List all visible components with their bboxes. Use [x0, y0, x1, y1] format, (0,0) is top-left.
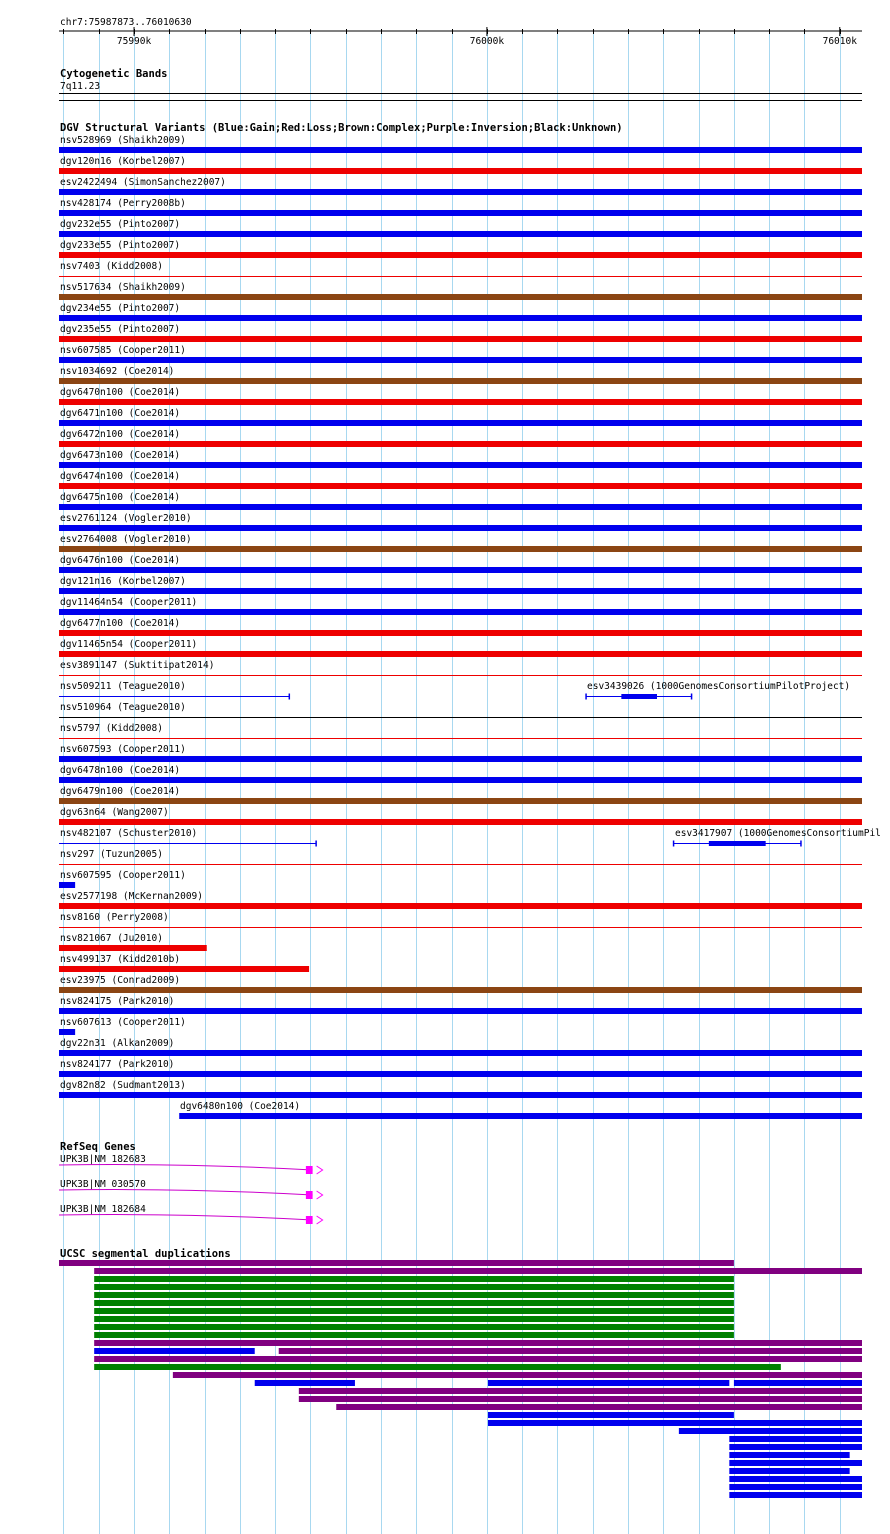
- refseq-track[interactable]: [59, 1141, 323, 1224]
- refseq-track-title: RefSeq Genes: [60, 1141, 136, 1153]
- dgv-track[interactable]: [59, 122, 881, 1119]
- segdup-track[interactable]: [59, 1248, 862, 1498]
- dgv-variant-label: dgv6477n100 (Coe2014): [60, 618, 181, 629]
- dgv-variant-label: dgv6473n100 (Coe2014): [60, 450, 181, 461]
- dgv-variant-core[interactable]: [621, 694, 657, 699]
- dgv-variant-label: esv2761124 (Vogler2010): [60, 513, 192, 524]
- dgv-variant-bar[interactable]: [59, 378, 862, 384]
- dgv-track-title: DGV Structural Variants (Blue:Gain;Red:Loss;Brown:Complex;Purple:Inversion;Black:Unknown): [60, 122, 623, 134]
- dgv-variant-bar[interactable]: [59, 168, 862, 174]
- dgv-variant-bar[interactable]: [59, 609, 862, 615]
- gene-strand-arrow: [317, 1216, 323, 1224]
- dgv-variant-label: esv2764008 (Vogler2010): [60, 534, 192, 545]
- segdup-feature[interactable]: [729, 1484, 862, 1490]
- dgv-variant-bar[interactable]: [59, 756, 862, 762]
- dgv-variant-bar[interactable]: [59, 525, 862, 531]
- dgv-variant-bar[interactable]: [59, 231, 862, 237]
- dgv-variant-bar[interactable]: [59, 882, 75, 888]
- dgv-variant-label: dgv6472n100 (Coe2014): [60, 429, 181, 440]
- ruler-ticks: [64, 27, 858, 47]
- gene-exon[interactable]: [306, 1166, 313, 1174]
- segdup-feature[interactable]: [679, 1428, 862, 1434]
- dgv-variant-bar[interactable]: [59, 210, 862, 216]
- dgv-variant-label: dgv233e55 (Pinto2007): [60, 240, 181, 251]
- segdup-feature[interactable]: [94, 1292, 734, 1298]
- dgv-variant-label: nsv607585 (Cooper2011): [60, 345, 186, 356]
- gene-intron-line: [59, 1190, 313, 1195]
- dgv-variant-label: dgv11464n54 (Cooper2011): [60, 597, 198, 608]
- segdup-feature[interactable]: [299, 1388, 862, 1394]
- dgv-variant-label: nsv607593 (Cooper2011): [60, 744, 186, 755]
- dgv-variant-label: esv3417907 (1000GenomesConsortiumPil: [675, 828, 881, 839]
- dgv-variant-bar[interactable]: [59, 630, 862, 636]
- dgv-variant-bar[interactable]: [59, 294, 862, 300]
- dgv-variant-bar[interactable]: [59, 777, 862, 783]
- dgv-features: [59, 135, 881, 1119]
- cytoband-track[interactable]: [59, 68, 862, 101]
- dgv-variant-label: nsv509211 (Teague2010): [60, 681, 186, 692]
- segdup-feature[interactable]: [729, 1452, 849, 1458]
- gene-label: UPK3B|NM_182683: [60, 1154, 146, 1165]
- dgv-variant-label: nsv824175 (Park2010): [60, 996, 175, 1007]
- dgv-variant-label: dgv6478n100 (Coe2014): [60, 765, 181, 776]
- gene-intron-line: [59, 1215, 313, 1220]
- segdup-feature[interactable]: [94, 1332, 734, 1338]
- dgv-variant-label: nsv8160 (Perry2008): [60, 912, 169, 923]
- dgv-variant-bar[interactable]: [59, 462, 862, 468]
- segdup-track-title: UCSC segmental duplications: [60, 1248, 231, 1260]
- dgv-variant-label: esv3891147 (Suktitipat2014): [60, 660, 215, 671]
- dgv-variant-label: nsv517634 (Shaikh2009): [60, 282, 186, 293]
- dgv-variant-label: dgv63n64 (Wang2007): [60, 807, 169, 818]
- segdup-feature[interactable]: [734, 1380, 862, 1386]
- dgv-variant-label: dgv6476n100 (Coe2014): [60, 555, 181, 566]
- gene-intron-line: [59, 1165, 313, 1170]
- segdup-feature[interactable]: [94, 1308, 734, 1314]
- dgv-variant-label: dgv235e55 (Pinto2007): [60, 324, 181, 335]
- dgv-variant-core[interactable]: [709, 841, 766, 846]
- dgv-variant-bar[interactable]: [59, 189, 862, 195]
- segdup-feature[interactable]: [729, 1460, 862, 1466]
- dgv-variant-bar[interactable]: [59, 147, 862, 153]
- dgv-variant-bar[interactable]: [59, 1071, 862, 1077]
- dgv-variant-bar[interactable]: [59, 987, 862, 993]
- segdup-feature[interactable]: [94, 1348, 255, 1354]
- dgv-variant-bar[interactable]: [59, 315, 862, 321]
- segdup-feature[interactable]: [729, 1492, 862, 1498]
- dgv-variant-label: dgv6470n100 (Coe2014): [60, 387, 181, 398]
- dgv-variant-bar[interactable]: [59, 336, 862, 342]
- dgv-variant-bar[interactable]: [59, 1092, 862, 1098]
- dgv-variant-label: nsv1034692 (Coe2014): [60, 366, 175, 377]
- dgv-variant-bar[interactable]: [179, 1113, 862, 1119]
- dgv-variant-label: nsv607613 (Cooper2011): [60, 1017, 186, 1028]
- segdup-feature[interactable]: [94, 1356, 862, 1362]
- segdup-feature[interactable]: [94, 1364, 781, 1370]
- dgv-variant-bar[interactable]: [59, 504, 862, 510]
- gene-label: UPK3B|NM_030570: [60, 1179, 146, 1190]
- segdup-feature[interactable]: [488, 1412, 734, 1418]
- dgv-variant-bar[interactable]: [59, 588, 862, 594]
- dgv-variant-label: nsv824177 (Park2010): [60, 1059, 175, 1070]
- position-label: chr7:75987873..76010630: [60, 17, 192, 28]
- dgv-variant-label: nsv7403 (Kidd2008): [60, 261, 163, 272]
- dgv-variant-label: esv3439026 (1000GenomesConsortiumPilotProject): [587, 681, 851, 692]
- cytoband-track-title: Cytogenetic Bands: [60, 68, 168, 80]
- cytoband-label: 7q11.23: [60, 81, 101, 92]
- dgv-variant-label: esv2577198 (McKernan2009): [60, 891, 203, 902]
- dgv-variant-label: esv23975 (Conrad2009): [60, 975, 181, 986]
- segdup-feature[interactable]: [488, 1380, 729, 1386]
- dgv-variant-label: dgv11465n54 (Cooper2011): [60, 639, 198, 650]
- dgv-variant-bar[interactable]: [59, 441, 862, 447]
- segdup-feature[interactable]: [729, 1476, 862, 1482]
- dgv-variant-label: esv2422494 (SimonSanchez2007): [60, 177, 226, 188]
- dgv-variant-label: nsv428174 (Perry2008b): [60, 198, 186, 209]
- gene-exon[interactable]: [306, 1191, 313, 1199]
- segdup-feature[interactable]: [279, 1348, 862, 1354]
- dgv-variant-label: dgv6471n100 (Coe2014): [60, 408, 181, 419]
- dgv-variant-label: dgv120n16 (Korbel2007): [60, 156, 186, 167]
- dgv-variant-label: dgv6475n100 (Coe2014): [60, 492, 181, 503]
- dgv-variant-label: nsv528969 (Shaikh2009): [60, 135, 186, 146]
- segdup-feature[interactable]: [59, 1260, 734, 1266]
- ruler-tick-label: 76000k: [469, 36, 505, 47]
- dgv-variant-label: nsv5797 (Kidd2008): [60, 723, 163, 734]
- dgv-variant-label: dgv121n16 (Korbel2007): [60, 576, 186, 587]
- segdup-feature[interactable]: [729, 1444, 862, 1450]
- dgv-variant-label: nsv499137 (Kidd2010b): [60, 954, 181, 965]
- dgv-variant-label: nsv821067 (Ju2010): [60, 933, 163, 944]
- dgv-variant-label: dgv234e55 (Pinto2007): [60, 303, 181, 314]
- dgv-variant-bar[interactable]: [59, 546, 862, 552]
- segdup-feature[interactable]: [94, 1324, 734, 1330]
- segdup-feature[interactable]: [729, 1436, 862, 1442]
- dgv-variant-bar[interactable]: [59, 1008, 862, 1014]
- dgv-variant-bar[interactable]: [59, 966, 309, 972]
- segdup-features: [59, 1260, 862, 1498]
- dgv-variant-label: nsv482107 (Schuster2010): [60, 828, 198, 839]
- dgv-variant-bar[interactable]: [59, 651, 862, 657]
- dgv-variant-label: dgv22n31 (Alkan2009): [60, 1038, 175, 1049]
- segdup-feature[interactable]: [94, 1300, 734, 1306]
- dgv-variant-bar[interactable]: [59, 819, 862, 825]
- segdup-feature[interactable]: [94, 1268, 862, 1274]
- segdup-feature[interactable]: [729, 1468, 849, 1474]
- segdup-feature[interactable]: [94, 1284, 734, 1290]
- segdup-feature[interactable]: [173, 1372, 862, 1378]
- dgv-variant-bar[interactable]: [59, 483, 862, 489]
- dgv-variant-label: nsv510964 (Teague2010): [60, 702, 186, 713]
- dgv-variant-label: dgv6480n100 (Coe2014): [180, 1101, 301, 1112]
- segdup-feature[interactable]: [94, 1340, 862, 1346]
- dgv-variant-bar[interactable]: [59, 567, 862, 573]
- dgv-variant-label: dgv6474n100 (Coe2014): [60, 471, 181, 482]
- dgv-variant-bar[interactable]: [59, 945, 207, 951]
- dgv-variant-bar[interactable]: [59, 399, 862, 405]
- segdup-feature[interactable]: [488, 1420, 862, 1426]
- dgv-variant-label: dgv232e55 (Pinto2007): [60, 219, 181, 230]
- ruler: [59, 17, 862, 47]
- segdup-feature[interactable]: [336, 1404, 862, 1410]
- ruler-tick-label: 76010k: [822, 36, 857, 47]
- dgv-variant-label: nsv297 (Tuzun2005): [60, 849, 163, 860]
- refseq-genes: [59, 1154, 323, 1224]
- dgv-variant-bar[interactable]: [59, 420, 862, 426]
- gene-strand-arrow: [317, 1166, 323, 1174]
- gene-exon[interactable]: [306, 1216, 313, 1224]
- dgv-variant-label: dgv6479n100 (Coe2014): [60, 786, 181, 797]
- dgv-variant-label: nsv607595 (Cooper2011): [60, 870, 186, 881]
- gene-strand-arrow: [317, 1191, 323, 1199]
- gene-label: UPK3B|NM_182684: [60, 1204, 146, 1215]
- segdup-feature[interactable]: [299, 1396, 862, 1402]
- dgv-variant-bar[interactable]: [59, 798, 862, 804]
- segdup-feature[interactable]: [94, 1316, 734, 1322]
- segdup-feature[interactable]: [255, 1380, 355, 1386]
- dgv-variant-bar[interactable]: [59, 252, 862, 258]
- dgv-variant-bar[interactable]: [59, 1050, 862, 1056]
- segdup-feature[interactable]: [94, 1276, 734, 1282]
- dgv-variant-bar[interactable]: [59, 357, 862, 363]
- dgv-variant-bar[interactable]: [59, 903, 862, 909]
- ruler-tick-label: 75990k: [116, 36, 152, 47]
- dgv-variant-label: dgv82n82 (Sudmant2013): [60, 1080, 186, 1091]
- dgv-variant-bar[interactable]: [59, 1029, 75, 1035]
